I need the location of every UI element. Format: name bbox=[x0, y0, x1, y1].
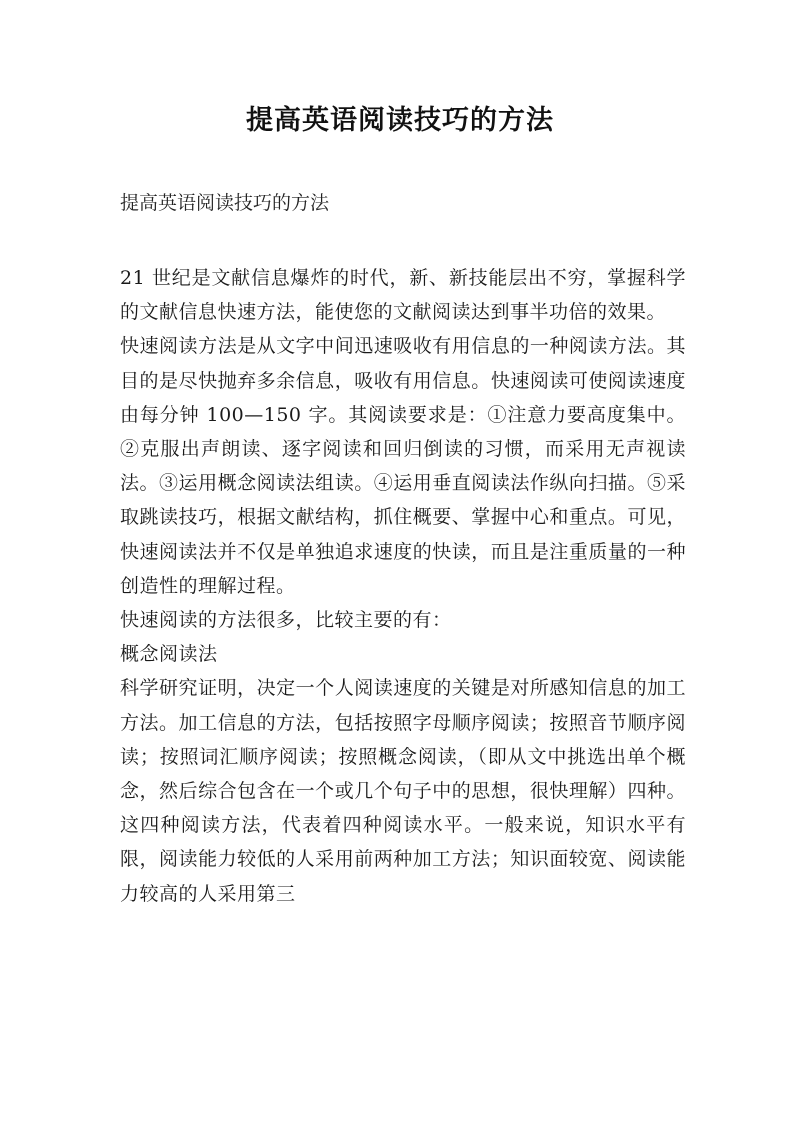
paragraph-methods-lead: 快速阅读的方法很多，比较主要的有： bbox=[120, 609, 452, 632]
document-title: 提高英语阅读技巧的方法 bbox=[246, 105, 554, 136]
paragraph-concept-reading: 科学研究证明，决定一个人阅读速度的关键是对所感知信息的加工方法。加工信息的方法，包括按照字母顺序阅读；按照音节顺序阅读；按照词汇顺序阅读；按照概念阅读，（即从文中挑选出单个概念，然后综合包含在一个或几个句子中的思想，很快理解）四种。这四种阅读方法，代表着四种阅读水平。一般来说，知识水平有限，阅读能力较低的人采用前两种加工方法；知识面较宽、阅读能力较高的人采用第三 bbox=[120, 677, 686, 905]
document-body bbox=[120, 261, 686, 911]
paragraph-intro: 21 世纪是文献信息爆炸的时代，新、新技能层出不穷，掌握科学的文献信息快速方法，能使您的文献阅读达到事半功倍的效果。 bbox=[120, 267, 686, 324]
paragraph-fast-reading: 快速阅读方法是从文字中间迅速吸收有用信息的一种阅读方法。其目的是尽快抛弃多余信息，吸收有用信息。快速阅读可使阅读速度由每分钟 100—150 字。其阅读要求是：①注意力要高度集中。②克服出声朗读、逐字阅读和回归倒读的习惯，而采用无声视读法。③运用概念阅读法组读。④运用垂直阅读法作纵向扫描。⑤采取跳读技巧，根据文献结构，抓住概要、掌握中心和重点。可见，快速阅读法并不仅是单独追求速度的快读，而且是注重质量的一种创造性的理解过程。 bbox=[120, 335, 686, 597]
document-subtitle: 提高英语阅读技巧的方法 bbox=[120, 192, 330, 214]
section-heading-concept-reading: 概念阅读法 bbox=[120, 643, 218, 666]
